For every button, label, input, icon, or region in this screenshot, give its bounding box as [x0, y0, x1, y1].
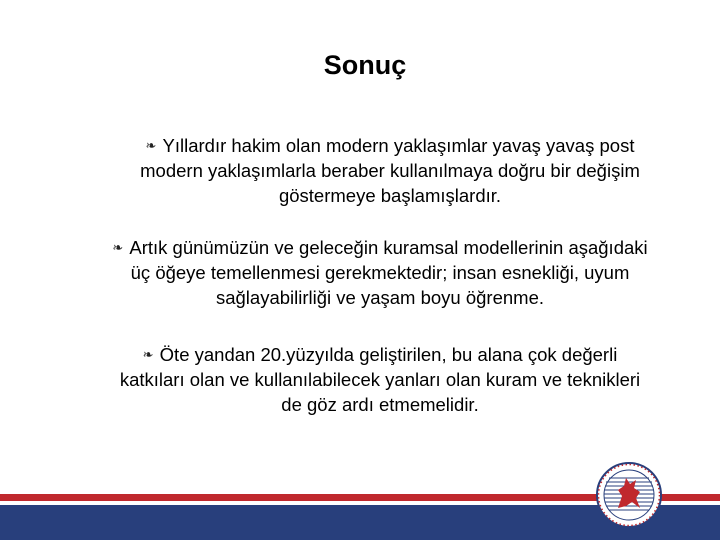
paragraph-line: modern yaklaşımlarla beraber kullanılmaya doğru bir değişim	[140, 160, 640, 181]
paragraph-line: de göz ardı etmemelidir.	[281, 394, 479, 415]
paragraph-text: Yıllardır hakim olan modern yaklaşımlar yavaş yavaş post	[162, 135, 635, 156]
paragraph-line	[40, 235, 720, 260]
bullet-paragraph-2	[40, 235, 720, 310]
paragraph-text: Öte yandan 20.yüzyılda geliştirilen, bu alana çok değerli	[159, 344, 618, 365]
university-seal-logo	[596, 462, 662, 528]
paragraph-line: sağlayabilirliği ve yaşam boyu öğrenme.	[215, 287, 545, 308]
paragraph-line: katkıları olan ve kullanılabilecek yanları olan kuram ve teknikleri	[119, 369, 641, 390]
leaf-bullet-icon: ❧	[142, 347, 154, 362]
paragraph-line	[60, 133, 720, 158]
leaf-bullet-icon: ❧	[145, 138, 157, 153]
slide-title: Sonuç	[323, 50, 407, 80]
leaf-bullet-icon: ❧	[112, 240, 124, 255]
bullet-paragraph-3	[40, 342, 720, 417]
paragraph-line: göstermeye başlamışlardır.	[278, 185, 502, 206]
paragraph-text: Artık günümüzün ve geleceğin kuramsal modellerinin aşağıdaki	[129, 237, 648, 258]
bullet-paragraph-1	[60, 133, 720, 208]
paragraph-line	[40, 342, 720, 367]
paragraph-line: üç öğeye temellenmesi gerekmektedir; insan esnekliği, uyum	[130, 262, 630, 283]
